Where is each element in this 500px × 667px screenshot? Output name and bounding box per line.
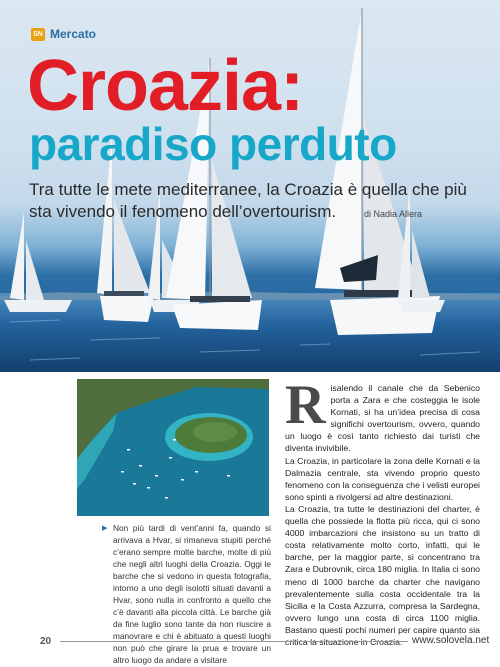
triangle-right-icon: ▶ [102,525,108,532]
photo-caption: Non più tardi di vent’anni fa, quando si arrivava a Hvar, si rimaneva stupiti perché c’erano sempre molte barche, molte di più che negli altri luoghi della Croazia. Oggi le barche che si vedono in questa fotografia, intorno a uno degli isolotti situati davanti a Hvar, sono nulla in confronto a quello che c’è davanti alla piccola città. Le barche già da fine luglio sono tante da non riuscire a manovrare e chi è abituato a questi luoghi non può che girare la prua e trovare un altro luogo da andare a visitare [113,523,271,665]
article-paragraph-2: La Croazia, in particolare la zona delle Kornati e la Dalmazia centrale, sta vivendo proprio questo fenomeno con la conseguenza che i velisti europei sono spinti a rivolgersi ad altre destinazioni. [285,455,480,502]
island-photo [77,379,269,516]
article-subtitle: paradiso perduto [29,118,397,170]
page-number: 20 [40,636,52,647]
article-paragraph-3: La Croazia, tra tutte le destinazioni del charter, è quella che possiede la flotta più ricca, qui ci sono 4000 imbarcazioni che insistono su un tratto di costa relativamente molto corto, infatti, qui le barche, per la maggior parte, si concentrano tra Zara e Dubrovnik, circa 180 miglia. In Italia ci sono meno di 1000 barche da charter che navigano prevalentemente sulla costa occidentale tra la Sicilia e la Costa Azzurra, compresa la Sardegna, ovvero lungo una costa di circa 1100 miglia. Bastano questi pochi numeri per capire quanto sia [285,503,480,635]
section-tag [31,27,96,41]
article-paragraph-1 [285,374,480,455]
article-lead: Tra tutte le mete mediterranee, la Croazia è quella che più sta vivendo il fenomeno dell’overtourism. [29,180,467,221]
article-title: Croazia: [27,46,304,126]
aerial-photo [77,379,269,516]
byline: di Nadia Allera [364,209,423,219]
drop-cap: R [285,374,326,436]
article-paragraph-1-text: isalendo il canale che da Sebenico porta a Zara e che costeggia le isole Kornati, si ha un’idea precisa di cosa significhi overtourism, ovvero, quando un luogo è così tanto richiesto dai turisti che diventa invivibile. [285,383,480,454]
article-body [285,374,480,648]
section-logo: SN [31,28,45,41]
site-url: www.solovela.net [412,635,490,646]
section-name: Mercato [50,27,97,41]
footer-divider [60,641,408,642]
